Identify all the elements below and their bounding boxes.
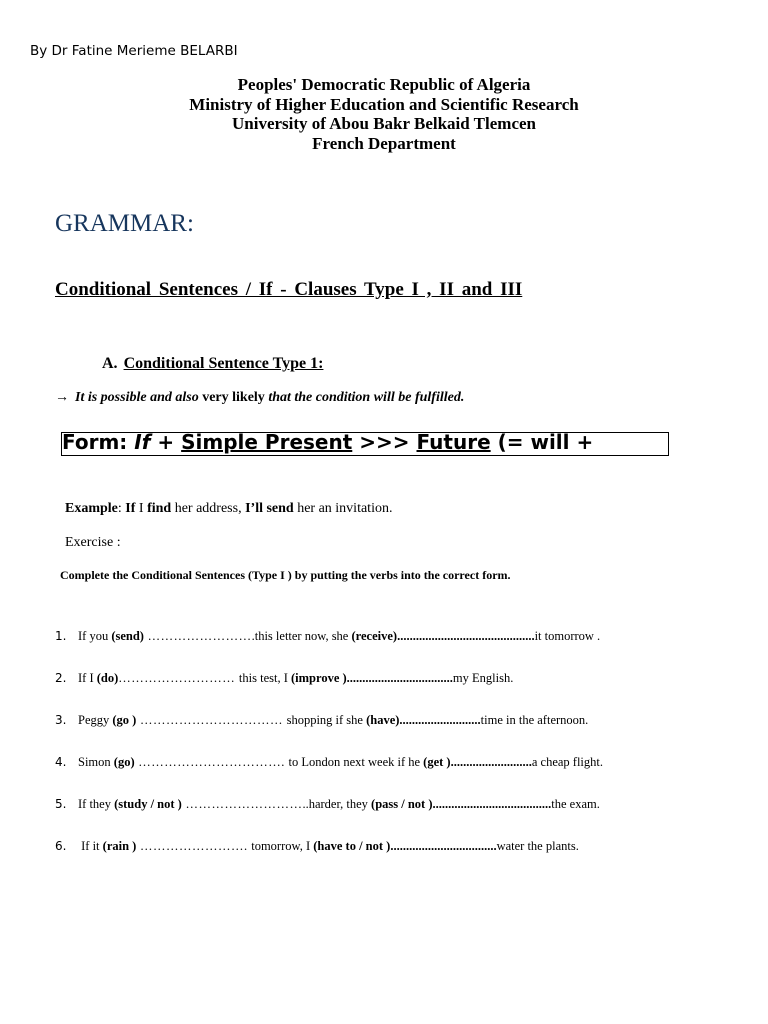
exercise-instruction: Complete the Conditional Sentences (Type I ) by putting the verbs into the correct form.	[60, 568, 511, 582]
form-arrows: >>>	[359, 432, 410, 454]
blank-field[interactable]: …………………….	[136, 839, 252, 853]
item-number: 1.	[55, 629, 67, 643]
item-text-d: .this letter now, she	[251, 629, 352, 643]
section-a-heading	[102, 355, 323, 373]
item-text-d: tomorrow, I	[251, 839, 314, 853]
form-simple-present: Simple Present	[181, 432, 353, 454]
blank-field-2[interactable]: ..................................	[346, 671, 453, 685]
exercise-item	[55, 755, 603, 770]
item-verb: (rain )	[102, 839, 137, 853]
item-number: 5.	[55, 797, 67, 811]
blank-field[interactable]: ………………………	[181, 797, 303, 811]
blank-field-2[interactable]: ..........................	[399, 713, 481, 727]
header-line-department: French Department	[312, 134, 456, 154]
item-text-g: it tomorrow .	[534, 629, 601, 643]
exercise-item	[55, 797, 600, 812]
item-text-d: to London next week if he	[288, 755, 424, 769]
item-text-g: the exam.	[551, 797, 600, 811]
example-find: find	[147, 501, 172, 516]
item-text-a: If they	[78, 797, 115, 811]
exercise-item	[55, 629, 600, 644]
item-text-a: Simon	[78, 755, 114, 769]
item-text-a: Peggy	[78, 713, 113, 727]
form-future: Future	[416, 432, 491, 454]
item-number: 3.	[55, 713, 67, 727]
item-text-g: a cheap flight.	[531, 755, 603, 769]
item-text-d: this test, I	[238, 671, 291, 685]
main-title: Conditional Sentences / If - Clauses Type I , II and III	[55, 279, 523, 300]
header-line-country: Peoples' Democratic Republic of Algeria	[237, 75, 531, 94]
item-verb-2: (get )	[423, 755, 451, 769]
blank-field[interactable]: ……………………………	[136, 713, 287, 727]
exercise-item	[55, 839, 579, 854]
institution-header	[0, 75, 768, 154]
blank-field[interactable]: ……………………	[143, 629, 252, 643]
exercise-item	[55, 713, 588, 728]
condition-statement	[55, 390, 464, 406]
item-verb: (send)	[111, 629, 144, 643]
blank-field-2[interactable]: ............................................	[397, 629, 535, 643]
item-verb: (go )	[112, 713, 137, 727]
item-verb-2: (have to / not )	[313, 839, 391, 853]
item-text-a: If it	[78, 839, 103, 853]
header-line-ministry: Ministry of Higher Education and Scientific Research	[189, 94, 579, 114]
exercise-item	[55, 671, 513, 686]
item-verb-2: (have)	[366, 713, 400, 727]
example-label: Example	[65, 501, 118, 516]
example-if: If	[125, 501, 136, 516]
example-end: her an invitation.	[293, 501, 393, 516]
form-plus: +	[157, 432, 175, 454]
exercise-label: Exercise :	[65, 535, 121, 550]
blank-field-2[interactable]: ..................................	[390, 839, 497, 853]
section-title: Conditional Sentence Type 1:	[123, 355, 324, 372]
statement-part-2: very likely	[198, 390, 269, 405]
blank-field-2[interactable]: ..........................	[450, 755, 532, 769]
author-line: By Dr Fatine Merieme BELARBI	[30, 43, 238, 59]
example-colon: :	[117, 501, 122, 516]
item-verb: (study / not )	[114, 797, 182, 811]
item-text-g: time in the afternoon.	[480, 713, 589, 727]
example-ill-send: I’ll send	[245, 501, 294, 516]
item-number: 4.	[55, 755, 67, 769]
item-text-d: ..harder, they	[302, 797, 372, 811]
form-box	[61, 432, 669, 456]
form-label: Form:	[62, 432, 128, 454]
item-number: 2.	[55, 671, 67, 685]
right-arrow-icon: →	[55, 390, 69, 405]
item-text-a: If I	[78, 671, 97, 685]
form-if: If	[134, 432, 151, 454]
blank-field[interactable]: …………………………….	[134, 755, 289, 769]
item-text-g: my English.	[452, 671, 514, 685]
item-verb: (go)	[113, 755, 135, 769]
statement-part-1: It is possible and also	[75, 390, 199, 405]
blank-field[interactable]: ………………………	[118, 671, 239, 685]
form-tail: (= will +	[497, 432, 594, 454]
grammar-heading: GRAMMAR:	[55, 210, 194, 237]
blank-field-2[interactable]: ......................................	[432, 797, 552, 811]
item-verb: (do)	[96, 671, 119, 685]
item-text-a: If you	[78, 629, 112, 643]
example-sentence	[65, 501, 392, 517]
item-text-d: shopping if she	[286, 713, 367, 727]
item-verb-2: (pass / not )	[371, 797, 433, 811]
section-letter: A.	[102, 355, 118, 372]
header-line-university: University of Abou Bakr Belkaid Tlemcen	[232, 114, 536, 134]
item-verb-2: (improve )	[291, 671, 347, 685]
statement-part-3: that the condition will be fulfilled.	[268, 390, 465, 405]
example-mid: her address,	[171, 501, 246, 516]
item-verb-2: (receive)	[351, 629, 398, 643]
example-i: I	[135, 501, 148, 516]
form-formula	[62, 432, 593, 454]
item-number: 6.	[55, 839, 67, 853]
item-text-g: water the plants.	[496, 839, 579, 853]
